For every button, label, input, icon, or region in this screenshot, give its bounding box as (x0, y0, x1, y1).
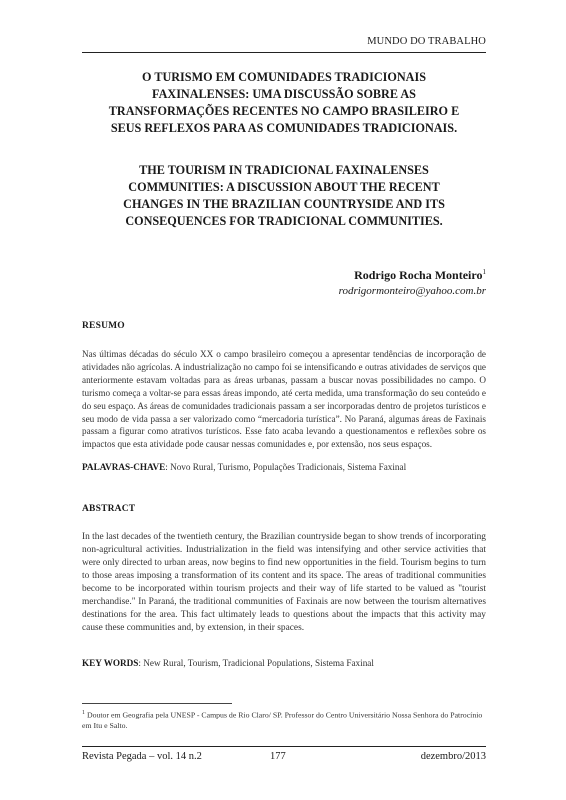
title-pt-line: FAXINALENSES: UMA DISCUSSÃO SOBRE AS (152, 87, 416, 101)
author-name: Rodrigo Rocha Monteiro (354, 268, 483, 282)
title-pt-line: TRANSFORMAÇÕES RECENTES NO CAMPO BRASILEIRO E (108, 104, 460, 118)
key-words-label: KEY WORDS (82, 658, 139, 668)
title-en-line: COMMUNITIES: A DISCUSSION ABOUT THE RECENT (128, 180, 440, 194)
abstract-text: In the last decades of the twentieth century, the Brazilian countryside began to show trends of incorporating non-agricultural activities. Industrialization in the field was intensifying and other service activities that were only directed to urban areas, now begins to find new opportunities in the field. Tourism begins to turn to those areas imposing a transformation of its content and its space. The areas of traditional communities become to be incorporated within tourism projects and their way of life started to be valued as "tourist merchandise." In Paraná, the traditional communities of Faxinais are now between the tourism alternatives destinations for the area. This fact ultimately leads to questions about the impacts that this activity may cause these communities and, by extension, in their spaces. (82, 532, 486, 633)
header-rule (82, 52, 486, 53)
key-words (82, 658, 486, 668)
footer-rule (82, 746, 486, 747)
footnote (82, 708, 486, 732)
footnote-rule (82, 703, 232, 704)
title-pt-line: SEUS REFLEXOS PARA AS COMUNIDADES TRADICIONAIS. (110, 121, 458, 135)
abstract-heading: ABSTRACT (82, 504, 136, 514)
title-portuguese (82, 69, 486, 137)
footer-page-number: 177 (270, 751, 286, 762)
palavras-chave-list: : Novo Rural, Turismo, Populações Tradicionais, Sistema Faxinal (165, 462, 407, 472)
resumo-text: Nas últimas décadas do século XX o campo brasileiro começou a apresentar tendências de incorporação de atividades não agrícolas. A industrialização no campo foi se intensificando e outras atividades de serviços que anteriormente estavam voltadas para as áreas urbanas, passam a buscar novas possibilidades no campo. O turismo começa a voltar-se para essas áreas impondo, até certa medida, uma transformação do seu conteúdo e do seu espaço. As áreas de comunidades tradicionais passam a ser incorporadas dentro de projetos turísticos e seu modo de vida passa a ser valorizado como “mercadoria turística”. No Paraná, algumas áreas de Faxinais passam a figurar como atrativos turísticos. Esse fato acaba levando a questionamentos e reflexões sobre os impactos que esta atividade pode causar nessas comunidades e, por extensão, nos seus espaços. (82, 349, 486, 450)
author-block (339, 268, 486, 297)
palavras-chave (82, 462, 486, 472)
title-english (82, 162, 486, 230)
footnote-text: Doutor em Geografia pela UNESP - Campus de Rio Claro/ SP. Professor do Centro Universitário Nossa Senhora do Patrocínio em Itu e Salto. (82, 710, 483, 731)
key-words-list: : New Rural, Tourism, Tradicional Populations, Sistema Faxinal (138, 658, 374, 668)
title-en-line: CONSEQUENCES FOR TRADICIONAL COMMUNITIES. (125, 214, 443, 228)
title-en-line: CHANGES IN THE BRAZILIAN COUNTRYSIDE AND ITS (123, 197, 445, 211)
author-email: rodrigormonteiro@yahoo.com.br (338, 285, 486, 297)
running-head: MUNDO DO TRABALHO (367, 36, 486, 47)
palavras-chave-label: PALAVRAS-CHAVE (82, 462, 166, 472)
title-en-line: THE TOURISM IN TRADICIONAL FAXINALENSES (139, 163, 429, 177)
footnote-mark: 1 (82, 710, 85, 716)
resumo-heading: RESUMO (82, 321, 125, 331)
footer-date: dezembro/2013 (420, 751, 486, 762)
author-footnote-mark: 1 (482, 268, 486, 276)
title-pt-line: O TURISMO EM COMUNIDADES TRADICIONAIS (142, 70, 426, 84)
author-name-line (339, 268, 486, 283)
footer-journal: Revista Pegada – vol. 14 n.2 (82, 751, 202, 762)
